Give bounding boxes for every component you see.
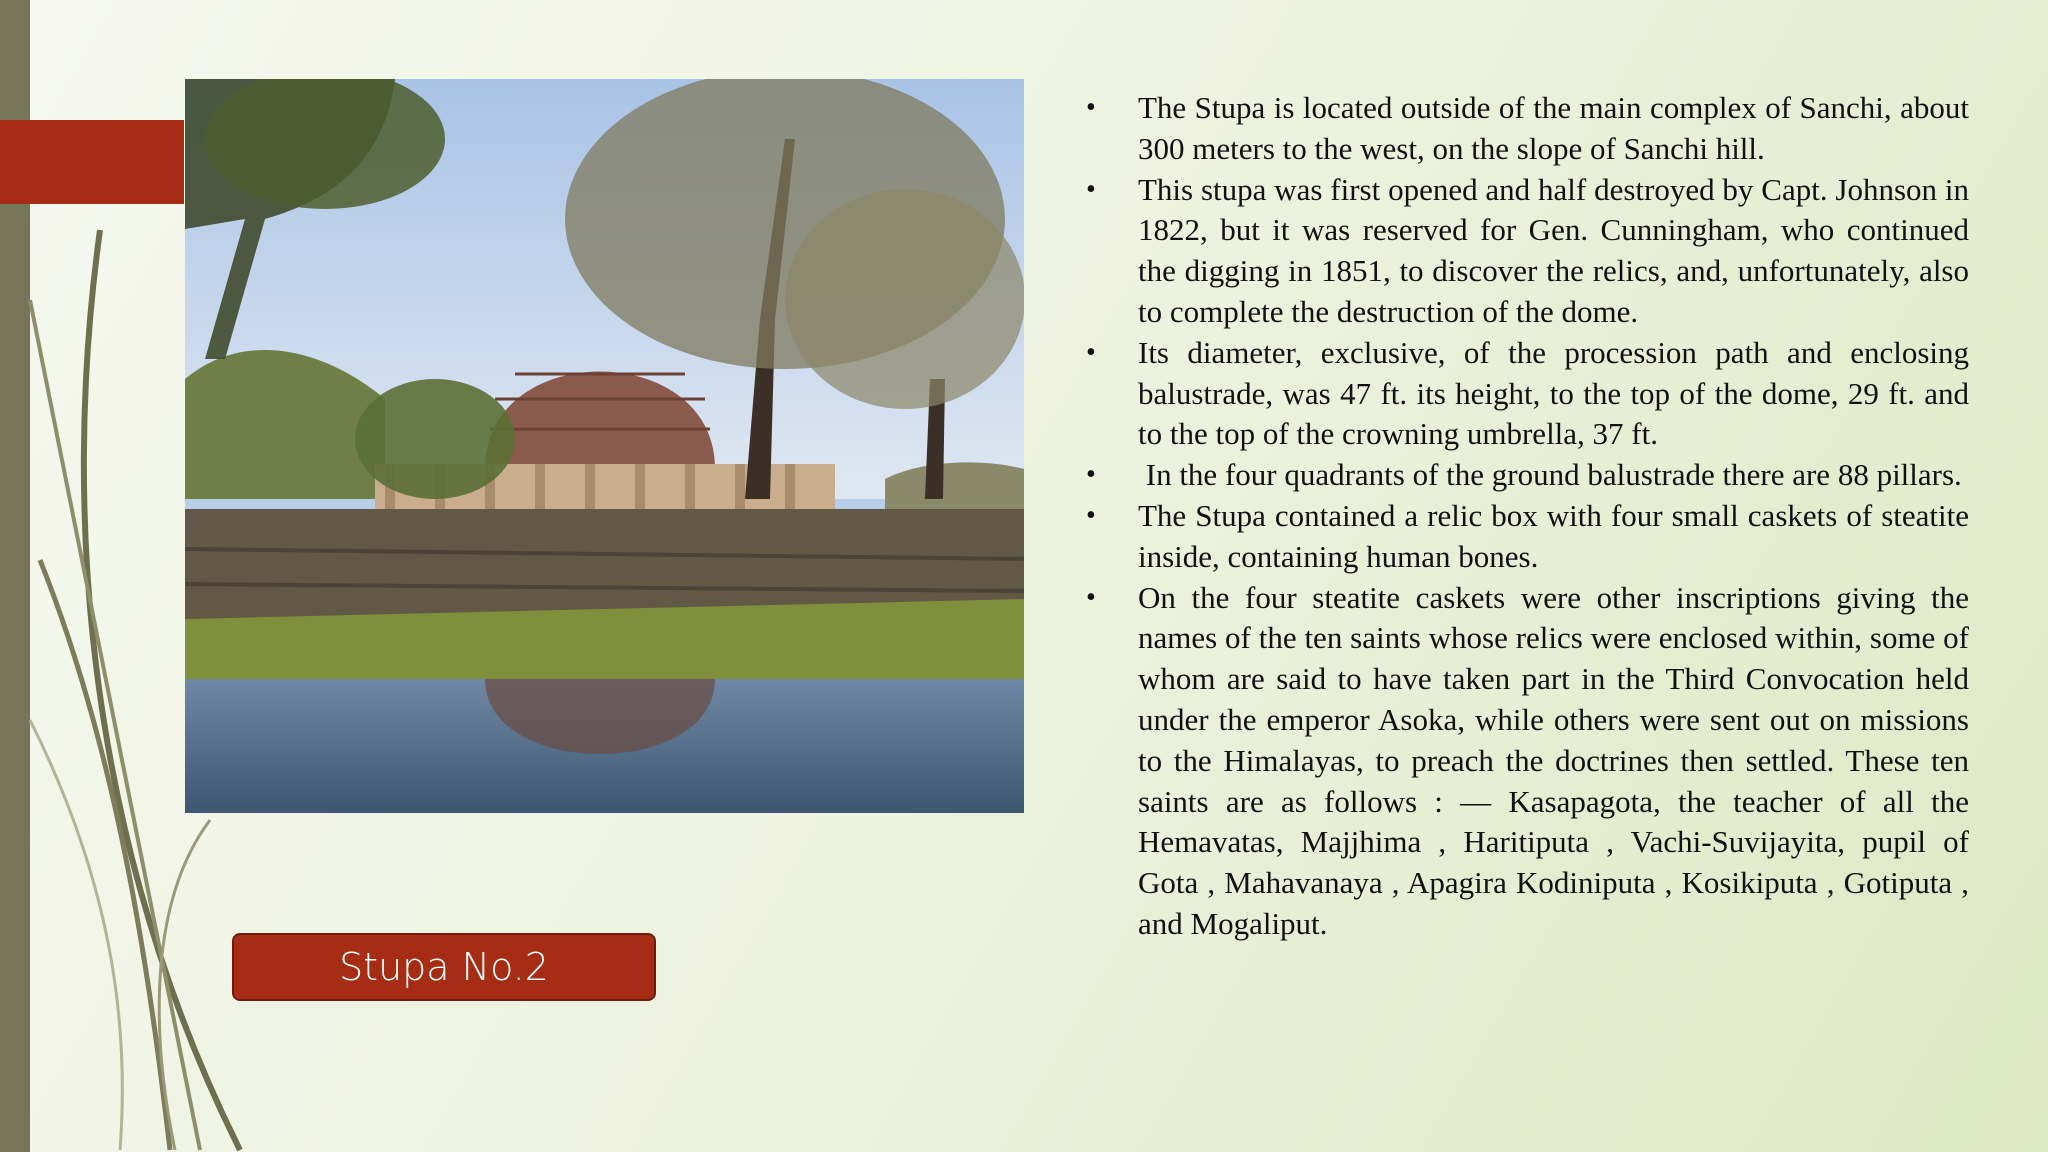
bullet-text: The Stupa is located outside of the main complex of Sanchi, about 300 meters to the west, on the slope of Sanchi hill.: [1138, 90, 1969, 166]
bullet-text: This stupa was first opened and half destroyed by Capt. Johnson in 1822, but it was reserved for Gen. Cunningham, who continued the digging in 1851, to discover the relics, and, unfortunately, also to complete the destruction of the dome.: [1138, 171, 1969, 329]
bullet-item: [1086, 333, 1969, 455]
bullet-dot: •: [1086, 459, 1096, 491]
bullet-text: Its diameter, exclusive, of the procession path and enclosing balustrade, was 47 ft. its height, to the top of the dome, 29 ft. and to the top of the crowning umbrella, 37 ft.: [1138, 334, 1969, 452]
bullet-text: The Stupa contained a relic box with four small caskets of steatite inside, containing human bones.: [1138, 497, 1969, 574]
bullet-dot: •: [1086, 336, 1096, 368]
caption-stupa-no2: Stupa No.2: [232, 933, 656, 1001]
bullet-dot: •: [1086, 581, 1096, 613]
bullet-text: In the four quadrants of the ground balustrade there are 88 pillars.: [1138, 457, 1962, 493]
bullet-item: [1086, 170, 1969, 333]
bullet-list: [1086, 88, 1969, 945]
bullet-text: On the four steatite caskets were other inscriptions giving the names of the ten saints whose relics were enclosed within, some of whom are said to have taken part in the Third Convocation held under the emperor Asoka, while others were sent out on missions to the Himalayas, to preach the doctrines then settled. These ten saints are as follows : — Kasapagota, the teacher of all the Hemavatas, Majjhima , Haritiputa , Vachi-Suvijayita, pupil of Gota , Mahavanaya , Apagira Kodiniputa , Kosikiputa , Gotiputa , and Mogaliput.: [1138, 579, 1969, 941]
accent-block: [0, 120, 184, 204]
stupa-photo: [185, 79, 1024, 813]
bullet-item: [1086, 496, 1969, 578]
bullet-dot: •: [1086, 173, 1096, 205]
bullet-dot: •: [1086, 92, 1096, 123]
bullet-item: [1086, 455, 1969, 496]
bullet-dot: •: [1086, 499, 1096, 531]
bullet-item: [1086, 88, 1969, 170]
bullet-item: [1086, 578, 1969, 945]
